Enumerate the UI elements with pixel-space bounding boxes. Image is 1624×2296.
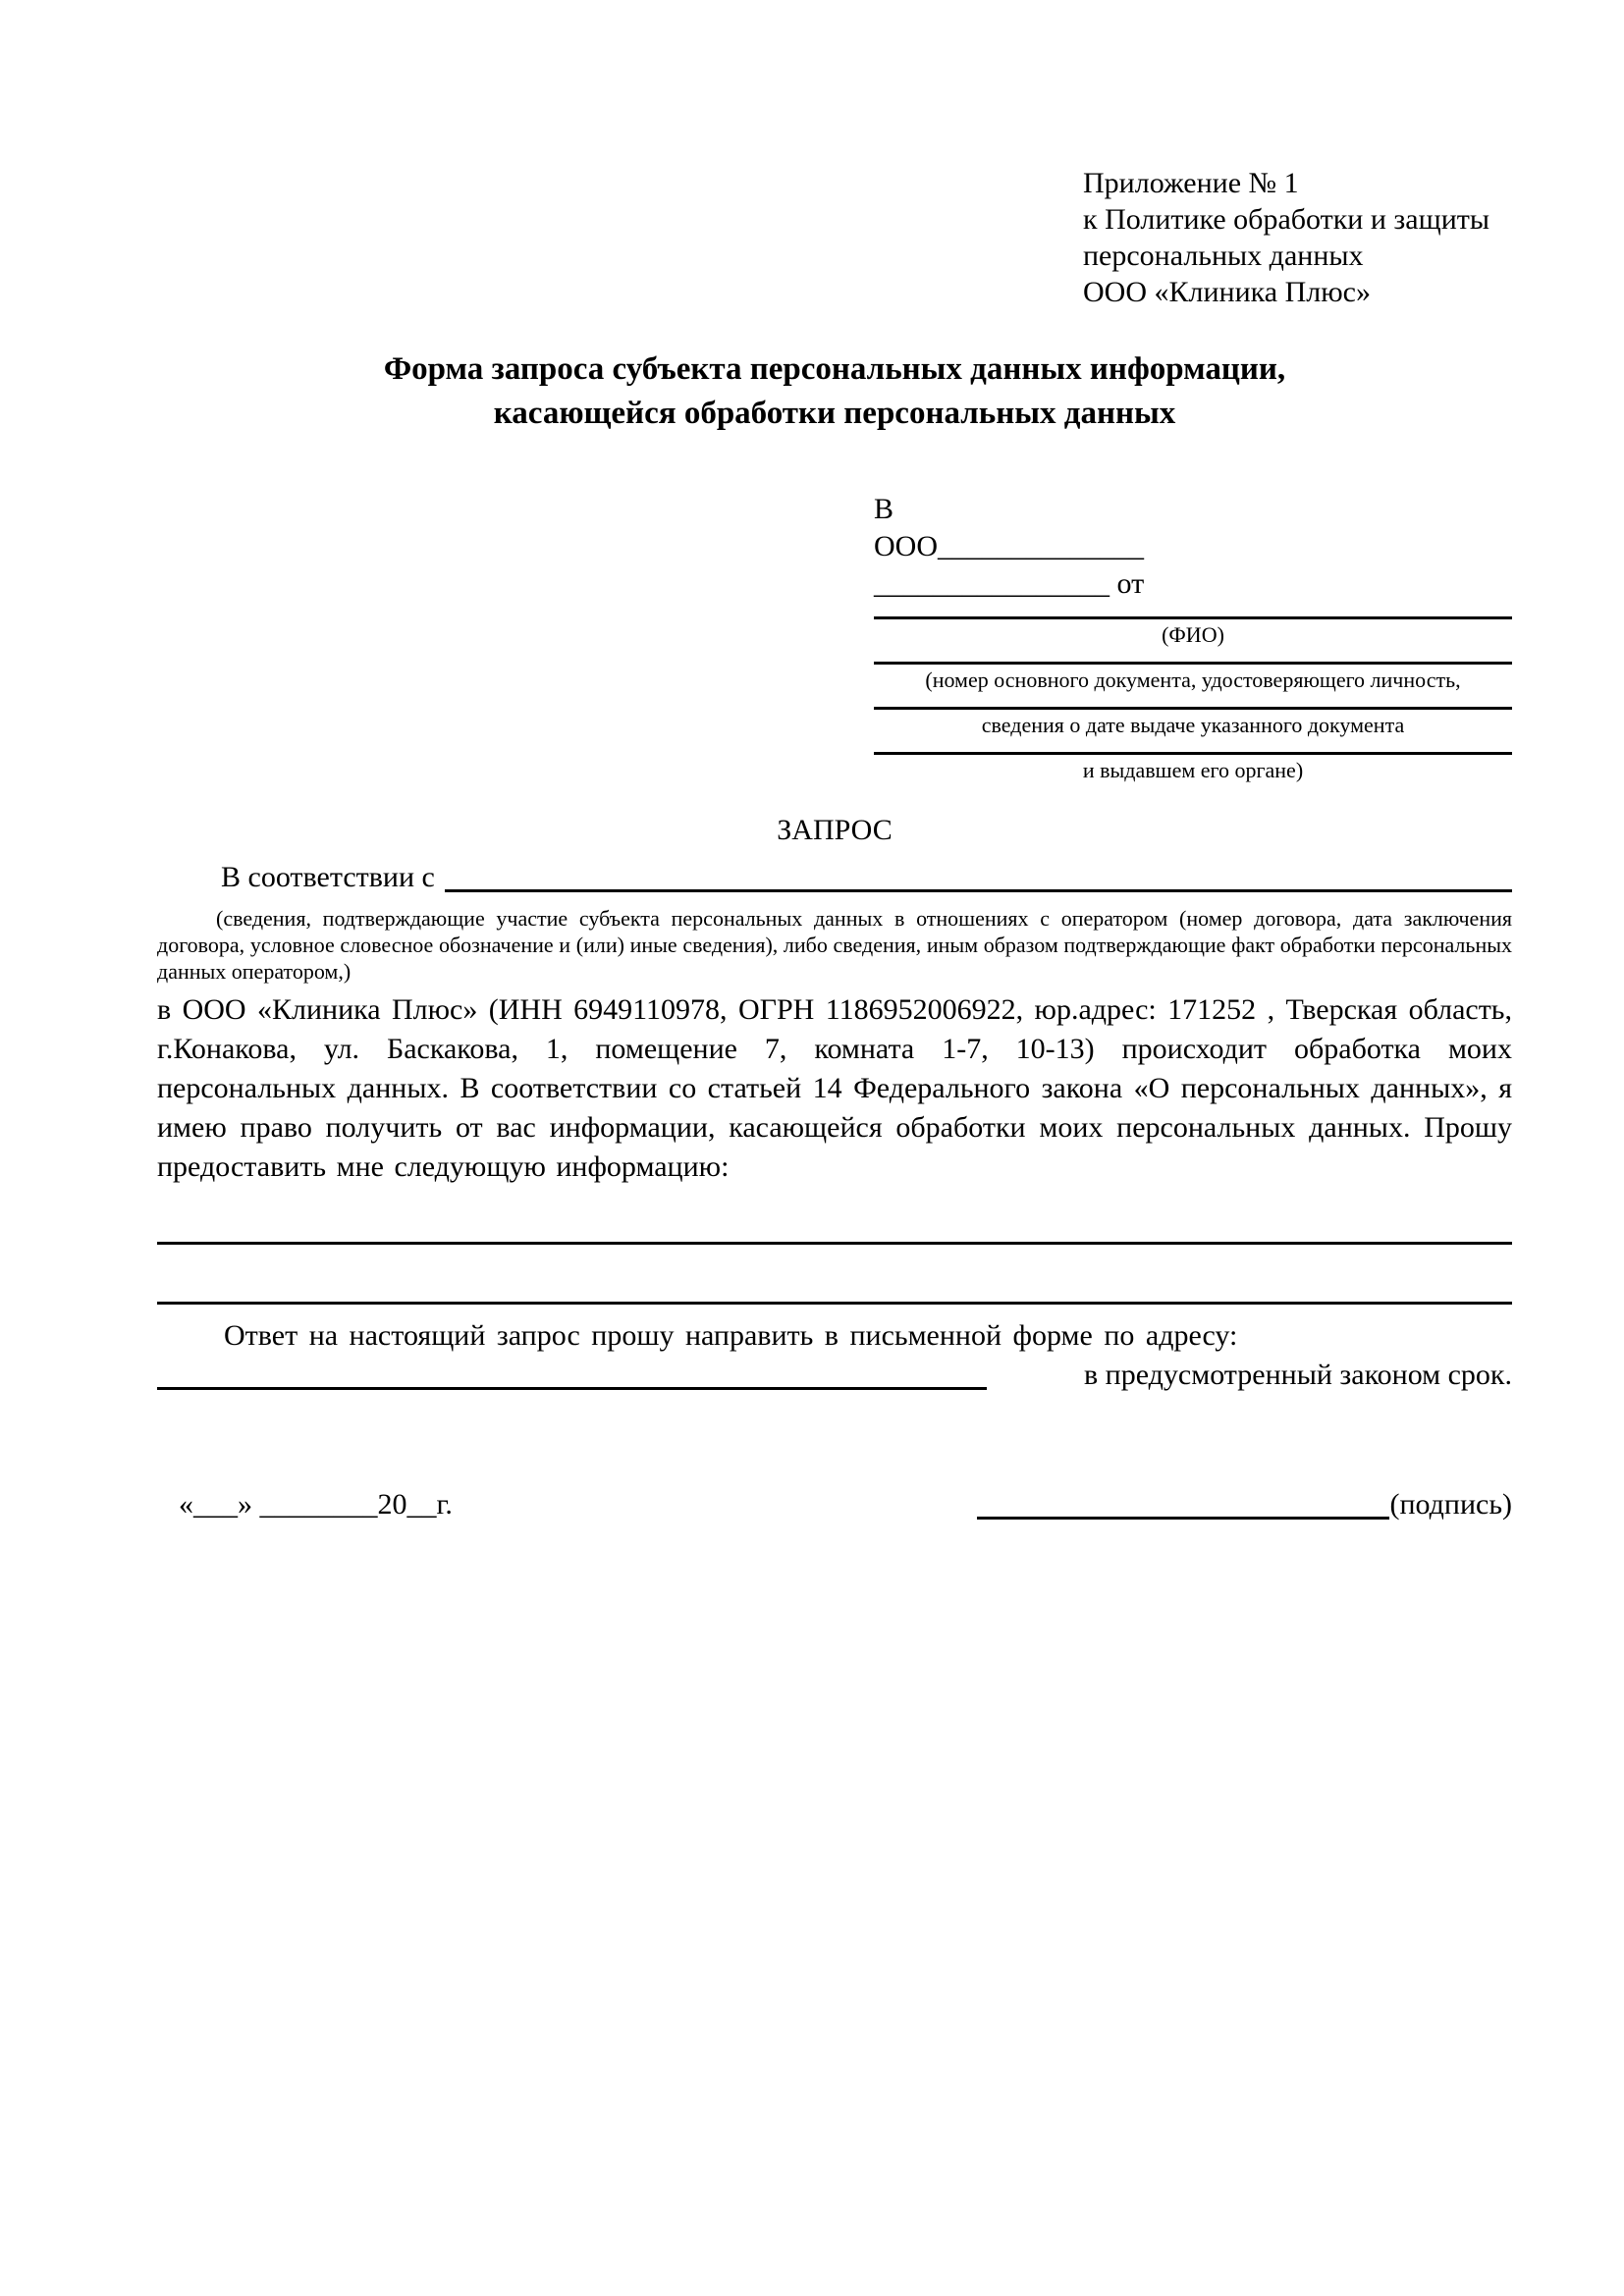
- fio-blank-field: [874, 616, 1512, 619]
- signature-field: [977, 1485, 1512, 1524]
- document-title: [157, 347, 1512, 436]
- request-body-paragraph: в ООО «Клиника Плюс» (ИНН 6949110978, ОГРН 1186952006922, юр.адрес: 171252 , Тверская область, г.Конакова, ул. Баскакова, 1, помещение 7, комната 1-7, 10-13) происходит обработка моих персональных данных. В соответствии со статьей 14 Федерального закона «О персональных данных», я имею право получить от вас информации, касающейся обработки моих персональных данных. Прошу предоставить мне следующую информацию:: [157, 993, 1512, 1183]
- addressee-block: [874, 491, 1512, 783]
- appendix-header-line: ООО «Клиника Плюс»: [1083, 276, 1371, 308]
- appendix-header-line: персональных данных: [1083, 240, 1364, 272]
- document-title-line-1: Форма запроса субъекта персональных данных информации,: [383, 351, 1286, 387]
- document-title-line-2: касающейся обработки персональных данных: [493, 396, 1176, 431]
- from-word: от: [1116, 567, 1145, 600]
- reply-paragraph: Ответ на настоящий запрос прошу направить в письменной форме по адресу:: [224, 1319, 1238, 1352]
- issuing-authority-caption: и выдавшем его органе): [1082, 758, 1304, 782]
- from-blank-field: ________________: [874, 567, 1110, 600]
- fio-caption: (ФИО): [1162, 622, 1224, 647]
- appendix-header-line: к Политике обработки и защиты: [1083, 203, 1490, 236]
- accordance-label: В соответствии с: [221, 861, 435, 893]
- signature-caption: (подпись): [1389, 1488, 1512, 1521]
- information-blank-field-2: [157, 1302, 1512, 1305]
- issuing-authority-blank-field: [874, 752, 1512, 755]
- issue-date-caption: сведения о дате выдаче указанного документа: [981, 713, 1405, 737]
- date-field: «___» ________20__г.: [179, 1488, 453, 1521]
- accordance-row: [157, 858, 1512, 897]
- addressee-org-field: ООО______________: [874, 530, 1144, 562]
- document-number-caption: (номер основного документа, удостоверяющего личность,: [925, 667, 1461, 692]
- reply-address-row: [157, 1356, 1512, 1395]
- reply-address-blank-field: [157, 1387, 987, 1390]
- document-number-blank-field: [874, 662, 1512, 665]
- request-heading: ЗАПРОС: [777, 814, 893, 846]
- signature-blank-field: [977, 1517, 1389, 1520]
- issue-date-blank-field: [874, 707, 1512, 710]
- fine-print-note: (сведения, подтверждающие участие субъекта персональных данных в отношениях с оператором (номер договора, дата заключения договора, условное словесное обозначение и (или) иные сведения), либо сведения, иным образом подтверждающие факт обработки персональных данных оператором,): [157, 906, 1512, 984]
- date-signature-row: [157, 1485, 1512, 1524]
- addressee-to-prefix: В: [874, 493, 894, 525]
- information-blank-field-1: [157, 1242, 1512, 1245]
- reply-suffix: в предусмотренный законом срок.: [1084, 1359, 1512, 1391]
- accordance-blank-field: [445, 889, 1512, 892]
- addressee-from-field: [874, 565, 1512, 603]
- appendix-header: [1083, 165, 1512, 310]
- appendix-header-line: Приложение № 1: [1083, 167, 1299, 199]
